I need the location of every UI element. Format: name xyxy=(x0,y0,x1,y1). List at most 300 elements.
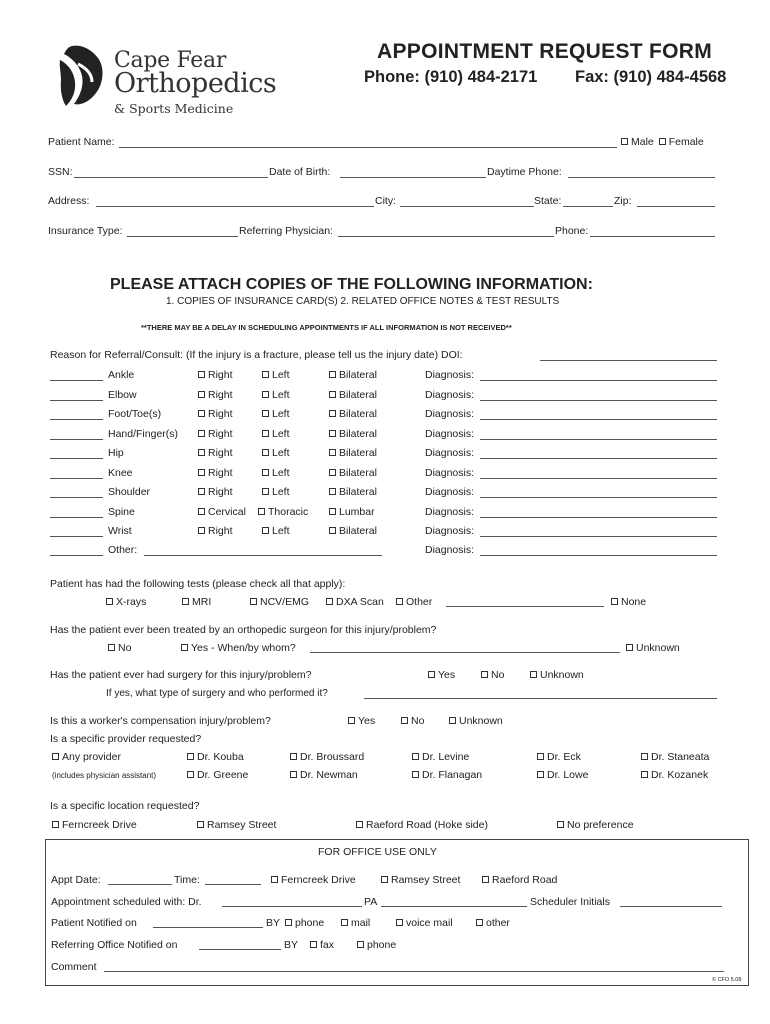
ref-office-notified-field[interactable] xyxy=(199,949,281,950)
notify-other-checkbox[interactable] xyxy=(476,919,483,926)
insurance-label: Insurance Type: xyxy=(48,225,123,237)
provider-doctor[interactable] xyxy=(187,769,248,781)
workers-no[interactable] xyxy=(401,715,424,727)
mri-label: MRI xyxy=(192,596,212,608)
doctor-checkbox[interactable] xyxy=(537,771,544,778)
ssn-field[interactable] xyxy=(74,177,268,178)
scheduled-with-label: Appointment scheduled with: Dr. xyxy=(51,896,202,908)
diagnosis-field[interactable] xyxy=(480,536,717,537)
part-label: Ankle xyxy=(108,369,135,381)
option-3-label: Bilateral xyxy=(339,447,377,459)
treated-unknown[interactable] xyxy=(626,642,680,654)
appt-time-label: Time: xyxy=(174,874,200,886)
part-check-field[interactable] xyxy=(50,419,103,420)
ref-fax-checkbox[interactable] xyxy=(310,941,317,948)
option-2-label: Left xyxy=(272,408,290,420)
office-ferncreek-checkbox[interactable] xyxy=(271,876,278,883)
surgery-no[interactable] xyxy=(481,669,504,681)
diagnosis-field[interactable] xyxy=(480,497,717,498)
treated-heading: Has the patient ever been treated by an orthopedic surgeon for this injury/problem? xyxy=(50,624,437,636)
doctor-label: Dr. Staneata xyxy=(651,751,710,763)
female-checkbox[interactable] xyxy=(659,138,666,145)
side-option-1[interactable] xyxy=(198,486,233,498)
other-test-checkbox[interactable] xyxy=(396,598,403,605)
doctor-label: Dr. Levine xyxy=(422,751,470,763)
surgery-followup-label: If yes, what type of surgery and who performed it? xyxy=(106,688,328,699)
pa-label: PA xyxy=(364,896,378,908)
option-3-checkbox[interactable] xyxy=(329,508,336,515)
ref-notify-phone[interactable] xyxy=(357,939,396,951)
option-1-label: Cervical xyxy=(208,506,246,518)
diagnosis-field[interactable] xyxy=(480,439,717,440)
diagnosis-field[interactable] xyxy=(480,380,717,381)
option-1-checkbox[interactable] xyxy=(198,469,205,476)
scheduler-initials-label: Scheduler Initials xyxy=(530,896,610,908)
doctor-checkbox[interactable] xyxy=(537,753,544,760)
option-3-label: Bilateral xyxy=(339,486,377,498)
option-3-checkbox[interactable] xyxy=(329,391,336,398)
any-provider-label: Any provider xyxy=(62,751,121,763)
option-1-label: Right xyxy=(208,525,233,537)
side-option-2[interactable] xyxy=(262,447,290,459)
workers-yes-label: Yes xyxy=(358,715,376,727)
option-2-checkbox[interactable] xyxy=(262,371,269,378)
side-option-2[interactable] xyxy=(262,525,290,537)
brand-name-line1: Cape Fear xyxy=(114,48,227,73)
diagnosis-label: Diagnosis: xyxy=(425,467,475,479)
option-3-checkbox[interactable] xyxy=(329,488,336,495)
diagnosis-label: Diagnosis: xyxy=(425,389,475,401)
option-1-label: Right xyxy=(208,389,233,401)
part-check-field[interactable] xyxy=(50,380,103,381)
test-mri[interactable] xyxy=(182,596,211,608)
option-2-label: Left xyxy=(272,525,290,537)
xrays-label: X-rays xyxy=(116,596,147,608)
side-option-2[interactable] xyxy=(258,506,308,518)
option-2-checkbox[interactable] xyxy=(262,527,269,534)
option-3-checkbox[interactable] xyxy=(329,527,336,534)
option-3-label: Bilateral xyxy=(339,467,377,479)
part-label: Wrist xyxy=(108,525,132,537)
provider-doctor[interactable] xyxy=(641,751,709,763)
no-preference-checkbox[interactable] xyxy=(557,821,564,828)
male-checkbox[interactable] xyxy=(621,138,628,145)
doctor-checkbox[interactable] xyxy=(641,771,648,778)
side-option-1[interactable] xyxy=(198,525,233,537)
sex-options xyxy=(621,136,704,148)
option-2-checkbox[interactable] xyxy=(262,430,269,437)
surgery-unknown-label: Unknown xyxy=(540,669,584,681)
logo-icon xyxy=(58,44,106,108)
other-test-field[interactable] xyxy=(446,606,604,607)
doctor-label: Dr. Lowe xyxy=(547,769,589,781)
surgery-unknown[interactable] xyxy=(530,669,584,681)
workers-unknown[interactable] xyxy=(449,715,503,727)
daytime-phone-field[interactable] xyxy=(568,177,715,178)
address-label: Address: xyxy=(48,195,90,207)
referring-physician-field[interactable] xyxy=(338,236,554,237)
option-3-label: Bilateral xyxy=(339,408,377,420)
treated-yes[interactable] xyxy=(181,642,296,654)
patient-name-label: Patient Name: xyxy=(48,136,115,148)
side-option-1[interactable] xyxy=(198,408,233,420)
provider-any[interactable] xyxy=(52,751,121,763)
doi-field[interactable] xyxy=(540,360,717,361)
zip-field[interactable] xyxy=(637,206,715,207)
header-phone: Phone: (910) 484-2171 xyxy=(364,68,538,86)
diagnosis-label: Diagnosis: xyxy=(425,525,475,537)
other-part-field[interactable] xyxy=(144,555,382,556)
side-option-3[interactable] xyxy=(329,506,375,518)
office-loc-ferncreek[interactable] xyxy=(271,874,356,886)
attach-warning: **THERE MAY BE A DELAY IN SCHEDULING APPOINTMENTS IF ALL INFORMATION IS NOT RECEIVED** xyxy=(141,323,512,332)
treated-unknown-checkbox[interactable] xyxy=(626,644,633,651)
surgery-heading: Has the patient ever had surgery for this injury/problem? xyxy=(50,669,312,681)
test-other[interactable] xyxy=(396,596,432,608)
state-label: State: xyxy=(534,195,562,207)
dxa-label: DXA Scan xyxy=(336,596,384,608)
option-2-checkbox[interactable] xyxy=(262,488,269,495)
option-2-label: Left xyxy=(272,447,290,459)
part-check-field[interactable] xyxy=(50,458,103,459)
doctor-label: Dr. Flanagan xyxy=(422,769,483,781)
part-check-field[interactable] xyxy=(50,536,103,537)
scheduler-initials-field[interactable] xyxy=(620,906,722,907)
side-option-2[interactable] xyxy=(262,389,290,401)
workers-yes[interactable] xyxy=(348,715,375,727)
diagnosis-label: Diagnosis: xyxy=(425,428,475,440)
option-1-checkbox[interactable] xyxy=(198,371,205,378)
option-3-checkbox[interactable] xyxy=(329,449,336,456)
daytime-phone-label: Daytime Phone: xyxy=(487,166,562,178)
diagnosis-label: Diagnosis: xyxy=(425,486,475,498)
attach-items: 1. COPIES OF INSURANCE CARD(S) 2. RELATED OFFICE NOTES & TEST RESULTS xyxy=(166,296,560,307)
ferncreek-label: Ferncreek Drive xyxy=(62,819,137,831)
test-none[interactable] xyxy=(611,596,646,608)
part-label: Elbow xyxy=(108,389,137,401)
zip-label: Zip: xyxy=(614,195,632,207)
part-check-field[interactable] xyxy=(50,517,103,518)
referral-heading: Reason for Referral/Consult: (If the injury is a fracture, please tell us the injury date) DOI: xyxy=(50,349,463,361)
doctor-label: Dr. Eck xyxy=(547,751,581,763)
diagnosis-field[interactable] xyxy=(480,555,717,556)
brand-name-line3: & Sports Medicine xyxy=(114,101,234,116)
female-label: Female xyxy=(668,136,704,148)
option-3-label: Lumbar xyxy=(339,506,375,518)
ref-notified-by-label: BY xyxy=(284,939,299,951)
option-2-label: Left xyxy=(272,369,290,381)
ramsey-checkbox[interactable] xyxy=(197,821,204,828)
surgery-yes[interactable] xyxy=(428,669,455,681)
ramsey-label: Ramsey Street xyxy=(207,819,277,831)
appt-time-field[interactable] xyxy=(205,884,261,885)
option-1-checkbox[interactable] xyxy=(198,508,205,515)
workers-unknown-checkbox[interactable] xyxy=(449,717,456,724)
option-2-label: Left xyxy=(272,486,290,498)
test-ncv[interactable] xyxy=(250,596,309,608)
workers-no-label: No xyxy=(411,715,425,727)
provider-doctor[interactable] xyxy=(290,769,358,781)
doctor-label: Dr. Broussard xyxy=(300,751,365,763)
attach-heading: PLEASE ATTACH COPIES OF THE FOLLOWING INFORMATION: xyxy=(110,276,593,293)
part-label: Shoulder xyxy=(108,486,151,498)
diagnosis-label: Diagnosis: xyxy=(425,506,475,518)
patient-notified-field[interactable] xyxy=(153,927,263,928)
city-field[interactable] xyxy=(400,206,534,207)
diagnosis-label: Diagnosis: xyxy=(425,544,475,556)
option-1-label: Right xyxy=(208,447,233,459)
office-loc-ramsey[interactable] xyxy=(381,874,460,886)
dxa-checkbox[interactable] xyxy=(326,598,333,605)
doctor-label: Dr. Kozanek xyxy=(651,769,709,781)
patient-name-field[interactable] xyxy=(119,147,617,148)
location-heading: Is a specific location requested? xyxy=(50,800,200,812)
option-1-checkbox[interactable] xyxy=(198,488,205,495)
ref-office-notified-label: Referring Office Notified on xyxy=(51,939,178,951)
side-option-1[interactable] xyxy=(198,447,233,459)
side-option-2[interactable] xyxy=(262,369,290,381)
doctor-checkbox[interactable] xyxy=(187,753,194,760)
workers-no-checkbox[interactable] xyxy=(401,717,408,724)
ssn-label: SSN: xyxy=(48,166,73,178)
provider-doctor[interactable] xyxy=(412,769,482,781)
option-1-label: Right xyxy=(208,428,233,440)
tests-heading: Patient has had the following tests (please check all that apply): xyxy=(50,578,346,590)
side-option-3[interactable] xyxy=(329,467,377,479)
none-label: None xyxy=(621,596,647,608)
side-option-2[interactable] xyxy=(262,408,290,420)
provider-doctor[interactable] xyxy=(641,769,708,781)
surgery-type-field[interactable] xyxy=(364,698,717,699)
option-2-checkbox[interactable] xyxy=(258,508,265,515)
location-ferncreek[interactable] xyxy=(52,819,137,831)
ncv-label: NCV/EMG xyxy=(260,596,310,608)
dob-field[interactable] xyxy=(340,177,486,178)
appt-date-field[interactable] xyxy=(108,884,172,885)
xrays-checkbox[interactable] xyxy=(106,598,113,605)
brand-name-line2: Orthopedics xyxy=(114,68,277,99)
doctor-checkbox[interactable] xyxy=(641,753,648,760)
doctor-checkbox[interactable] xyxy=(187,771,194,778)
provider-doctor[interactable] xyxy=(537,769,588,781)
ref-fax-label: fax xyxy=(320,939,335,951)
option-1-label: Right xyxy=(208,408,233,420)
treated-no-checkbox[interactable] xyxy=(108,644,115,651)
option-3-checkbox[interactable] xyxy=(329,410,336,417)
notify-other[interactable] xyxy=(476,917,510,929)
option-1-checkbox[interactable] xyxy=(198,410,205,417)
surgery-unknown-checkbox[interactable] xyxy=(530,671,537,678)
form-code: © CFO 5.08 xyxy=(712,977,742,983)
treated-yes-label: Yes - When/by whom? xyxy=(191,642,296,654)
side-option-3[interactable] xyxy=(329,389,377,401)
raeford-label: Raeford Road (Hoke side) xyxy=(366,819,488,831)
diagnosis-field[interactable] xyxy=(480,458,717,459)
option-3-label: Bilateral xyxy=(339,428,377,440)
dob-label: Date of Birth: xyxy=(269,166,331,178)
comment-field[interactable] xyxy=(104,971,724,972)
side-option-3[interactable] xyxy=(329,408,377,420)
notify-phone[interactable] xyxy=(285,917,324,929)
side-option-1[interactable] xyxy=(198,467,233,479)
office-ramsey-label: Ramsey Street xyxy=(391,874,461,886)
workers-yes-checkbox[interactable] xyxy=(348,717,355,724)
office-ramsey-checkbox[interactable] xyxy=(381,876,388,883)
form-title: APPOINTMENT REQUEST FORM xyxy=(377,40,713,63)
option-1-checkbox[interactable] xyxy=(198,391,205,398)
diagnosis-field[interactable] xyxy=(480,419,717,420)
option-1-checkbox[interactable] xyxy=(198,449,205,456)
city-label: City: xyxy=(375,195,396,207)
office-loc-raeford[interactable] xyxy=(482,874,557,886)
option-3-label: Bilateral xyxy=(339,369,377,381)
doctor-checkbox[interactable] xyxy=(412,771,419,778)
diagnosis-label: Diagnosis: xyxy=(425,369,475,381)
scheduled-dr-field[interactable] xyxy=(222,906,362,907)
option-3-label: Bilateral xyxy=(339,389,377,401)
notify-mail-checkbox[interactable] xyxy=(341,919,348,926)
part-check-field[interactable] xyxy=(50,497,103,498)
part-label: Hand/Finger(s) xyxy=(108,428,179,440)
ref-phone-label: phone xyxy=(367,939,397,951)
notify-voicemail-checkbox[interactable] xyxy=(396,919,403,926)
option-3-checkbox[interactable] xyxy=(329,430,336,437)
part-check-field[interactable] xyxy=(50,478,103,479)
diagnosis-field[interactable] xyxy=(480,400,717,401)
side-option-1[interactable] xyxy=(198,369,233,381)
notify-voicemail[interactable] xyxy=(396,917,453,929)
other-check-field[interactable] xyxy=(50,555,103,556)
option-2-checkbox[interactable] xyxy=(262,410,269,417)
provider-doctor[interactable] xyxy=(187,751,244,763)
ncv-checkbox[interactable] xyxy=(250,598,257,605)
workers-comp-heading: Is this a worker's compensation injury/problem? xyxy=(50,715,271,727)
comment-label: Comment xyxy=(51,961,97,973)
option-2-checkbox[interactable] xyxy=(262,449,269,456)
location-ramsey[interactable] xyxy=(197,819,276,831)
address-field[interactable] xyxy=(96,206,374,207)
part-label: Knee xyxy=(108,467,133,479)
part-check-field[interactable] xyxy=(50,400,103,401)
side-option-1[interactable] xyxy=(198,506,246,518)
appt-date-label: Appt Date: xyxy=(51,874,101,886)
referring-physician-label: Referring Physician: xyxy=(239,225,333,237)
doctor-label: Dr. Greene xyxy=(197,769,249,781)
diagnosis-field[interactable] xyxy=(480,517,717,518)
provider-doctor[interactable] xyxy=(537,751,581,763)
option-1-label: Right xyxy=(208,369,233,381)
provider-includes-note: (includes physician assistant) xyxy=(52,771,157,780)
surgery-no-checkbox[interactable] xyxy=(481,671,488,678)
provider-doctor[interactable] xyxy=(412,751,469,763)
test-dxa[interactable] xyxy=(326,596,384,608)
mri-checkbox[interactable] xyxy=(182,598,189,605)
office-use-heading: FOR OFFICE USE ONLY xyxy=(318,846,437,858)
provider-heading: Is a specific provider requested? xyxy=(50,733,202,745)
insurance-field[interactable] xyxy=(127,236,238,237)
treated-when-field[interactable] xyxy=(310,652,620,653)
side-option-3[interactable] xyxy=(329,486,377,498)
any-provider-checkbox[interactable] xyxy=(52,753,59,760)
doctor-checkbox[interactable] xyxy=(290,771,297,778)
male-label: Male xyxy=(631,136,654,148)
treated-no-label: No xyxy=(118,642,132,654)
patient-notified-label: Patient Notified on xyxy=(51,917,137,929)
doctor-checkbox[interactable] xyxy=(290,753,297,760)
location-raeford[interactable] xyxy=(356,819,488,831)
side-option-3[interactable] xyxy=(329,369,377,381)
surgery-no-label: No xyxy=(491,669,505,681)
part-check-field[interactable] xyxy=(50,439,103,440)
diagnosis-field[interactable] xyxy=(480,478,717,479)
option-2-checkbox[interactable] xyxy=(262,391,269,398)
notify-phone-label: phone xyxy=(295,917,325,929)
side-option-3[interactable] xyxy=(329,428,377,440)
option-2-label: Left xyxy=(272,467,290,479)
ref-phone-checkbox[interactable] xyxy=(357,941,364,948)
surgery-yes-checkbox[interactable] xyxy=(428,671,435,678)
option-1-checkbox[interactable] xyxy=(198,527,205,534)
option-1-checkbox[interactable] xyxy=(198,430,205,437)
notify-other-label: other xyxy=(486,917,510,929)
doctor-label: Dr. Newman xyxy=(300,769,358,781)
side-option-3[interactable] xyxy=(329,447,377,459)
location-no-preference[interactable] xyxy=(557,819,634,831)
other-test-label: Other xyxy=(406,596,433,608)
treated-no[interactable] xyxy=(108,642,131,654)
side-option-2[interactable] xyxy=(262,428,290,440)
raeford-checkbox[interactable] xyxy=(356,821,363,828)
doctor-label: Dr. Kouba xyxy=(197,751,244,763)
side-option-2[interactable] xyxy=(262,486,290,498)
workers-unknown-label: Unknown xyxy=(459,715,503,727)
option-3-checkbox[interactable] xyxy=(329,469,336,476)
part-label: Spine xyxy=(108,506,135,518)
option-1-label: Right xyxy=(208,467,233,479)
option-2-label: Thoracic xyxy=(268,506,309,518)
treated-yes-checkbox[interactable] xyxy=(181,644,188,651)
option-2-label: Left xyxy=(272,389,290,401)
office-raeford-checkbox[interactable] xyxy=(482,876,489,883)
option-1-label: Right xyxy=(208,486,233,498)
side-option-1[interactable] xyxy=(198,389,233,401)
none-checkbox[interactable] xyxy=(611,598,618,605)
referring-phone-label: Phone: xyxy=(555,225,589,237)
ref-notify-fax[interactable] xyxy=(310,939,334,951)
surgery-yes-label: Yes xyxy=(438,669,456,681)
test-xrays[interactable] xyxy=(106,596,146,608)
referring-phone-field[interactable] xyxy=(590,236,715,237)
office-raeford-label: Raeford Road xyxy=(492,874,558,886)
provider-doctor[interactable] xyxy=(290,751,364,763)
notify-phone-checkbox[interactable] xyxy=(285,919,292,926)
other-part-label: Other: xyxy=(108,544,138,556)
ferncreek-checkbox[interactable] xyxy=(52,821,59,828)
state-field[interactable] xyxy=(563,206,613,207)
side-option-3[interactable] xyxy=(329,525,377,537)
doctor-checkbox[interactable] xyxy=(412,753,419,760)
side-option-1[interactable] xyxy=(198,428,233,440)
diagnosis-label: Diagnosis: xyxy=(425,408,475,420)
office-use-box xyxy=(45,839,749,986)
notify-mail[interactable] xyxy=(341,917,370,929)
pa-field[interactable] xyxy=(381,906,527,907)
option-2-checkbox[interactable] xyxy=(262,469,269,476)
side-option-2[interactable] xyxy=(262,467,290,479)
option-3-checkbox[interactable] xyxy=(329,371,336,378)
treated-unknown-label: Unknown xyxy=(636,642,680,654)
no-preference-label: No preference xyxy=(567,819,634,831)
